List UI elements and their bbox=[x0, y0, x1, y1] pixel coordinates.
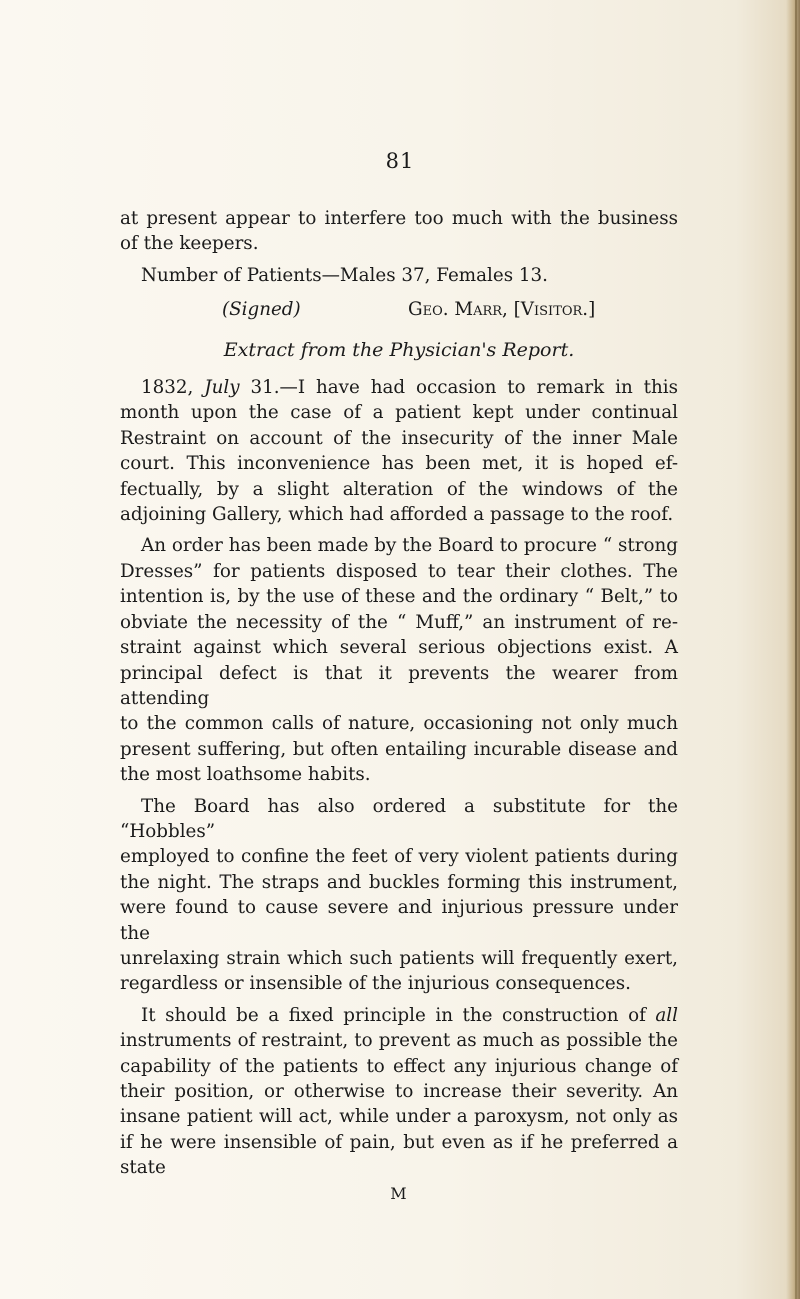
text-line: adjoining Gallery, which had afforded a passage to the roof. bbox=[120, 504, 674, 526]
text-line: instruments of restraint, to prevent as much as possible the bbox=[120, 1030, 678, 1052]
body-text bbox=[120, 206, 678, 1206]
section-heading: Extract from the Physician's Report. bbox=[223, 338, 575, 361]
text-line: insane patient will act, while under a paroxysm, not only as bbox=[120, 1106, 678, 1128]
text-line: straint against which several serious objections exist. A bbox=[120, 637, 678, 659]
text-line: The Board has also ordered a substitute for the “Hobbles” bbox=[120, 795, 678, 842]
text-line: were found to cause severe and injurious pressure under the bbox=[120, 897, 678, 944]
text-line: employed to confine the feet of very violent patients during bbox=[120, 846, 678, 868]
patient-count-line: Number of Patients—Males 37, Females 13. bbox=[141, 264, 548, 286]
text-line bbox=[120, 1003, 678, 1028]
signatory-name: Geo. Marr, [Visitor.] bbox=[408, 299, 596, 321]
page-number: 81 bbox=[385, 149, 415, 173]
text-line: of the keepers. bbox=[120, 233, 259, 255]
text-line: to the common calls of nature, occasioning not only much bbox=[120, 713, 678, 735]
report-month: July bbox=[204, 377, 240, 399]
report-year: 1832, bbox=[141, 377, 194, 399]
text-line: regardless or insensible of the injurious consequences. bbox=[120, 973, 631, 995]
text-fragment: It should be a fixed principle in the construction of bbox=[141, 1004, 646, 1026]
text-line: Dresses” for patients disposed to tear their clothes. The bbox=[120, 560, 678, 582]
text-line: present suffering, but often entailing incurable disease and bbox=[120, 738, 678, 760]
text-fragment: 31.—I have had occasion to remark in this bbox=[250, 377, 678, 399]
page-edge-line bbox=[795, 0, 797, 1299]
text-line: their position, or otherwise to increase their severity. An bbox=[120, 1081, 678, 1102]
text-line: court. This inconvenience has been met, it is hoped ef- bbox=[120, 453, 678, 475]
text-line: capability of the patients to effect any injurious change of bbox=[120, 1055, 678, 1077]
text-line: if he were insensible of pain, but even as if he preferred a state bbox=[120, 1131, 678, 1179]
text-line: intention is, by the use of these and the ordinary “ Belt,” to bbox=[120, 586, 678, 608]
signed-label: (Signed) bbox=[222, 299, 301, 321]
text-line: An order has been made by the Board to procure “ strong bbox=[141, 535, 678, 557]
text-line bbox=[120, 375, 678, 400]
text-line: fectually, by a slight alteration of the windows of the bbox=[120, 478, 678, 500]
text-line: the night. The straps and buckles forming this instrument, bbox=[120, 871, 678, 893]
text-line: the most loathsome habits. bbox=[120, 764, 371, 786]
page-edge-shadow bbox=[786, 0, 800, 1299]
text-line: unrelaxing strain which such patients will frequently exert, bbox=[120, 947, 678, 969]
text-line: at present appear to interfere too much with the business bbox=[120, 208, 678, 229]
signature-line bbox=[120, 297, 678, 322]
emphasis-word: all bbox=[655, 1004, 678, 1026]
text-line: Restraint on account of the insecurity of the inner Male bbox=[120, 427, 678, 449]
text-line: obviate the necessity of the “ Muff,” an instrument of re- bbox=[120, 611, 678, 633]
text-line: month upon the case of a patient kept under continual bbox=[120, 402, 678, 424]
text-line: principal defect is that it prevents the wearer from attending bbox=[120, 662, 678, 709]
signature-mark: M bbox=[390, 1183, 408, 1203]
